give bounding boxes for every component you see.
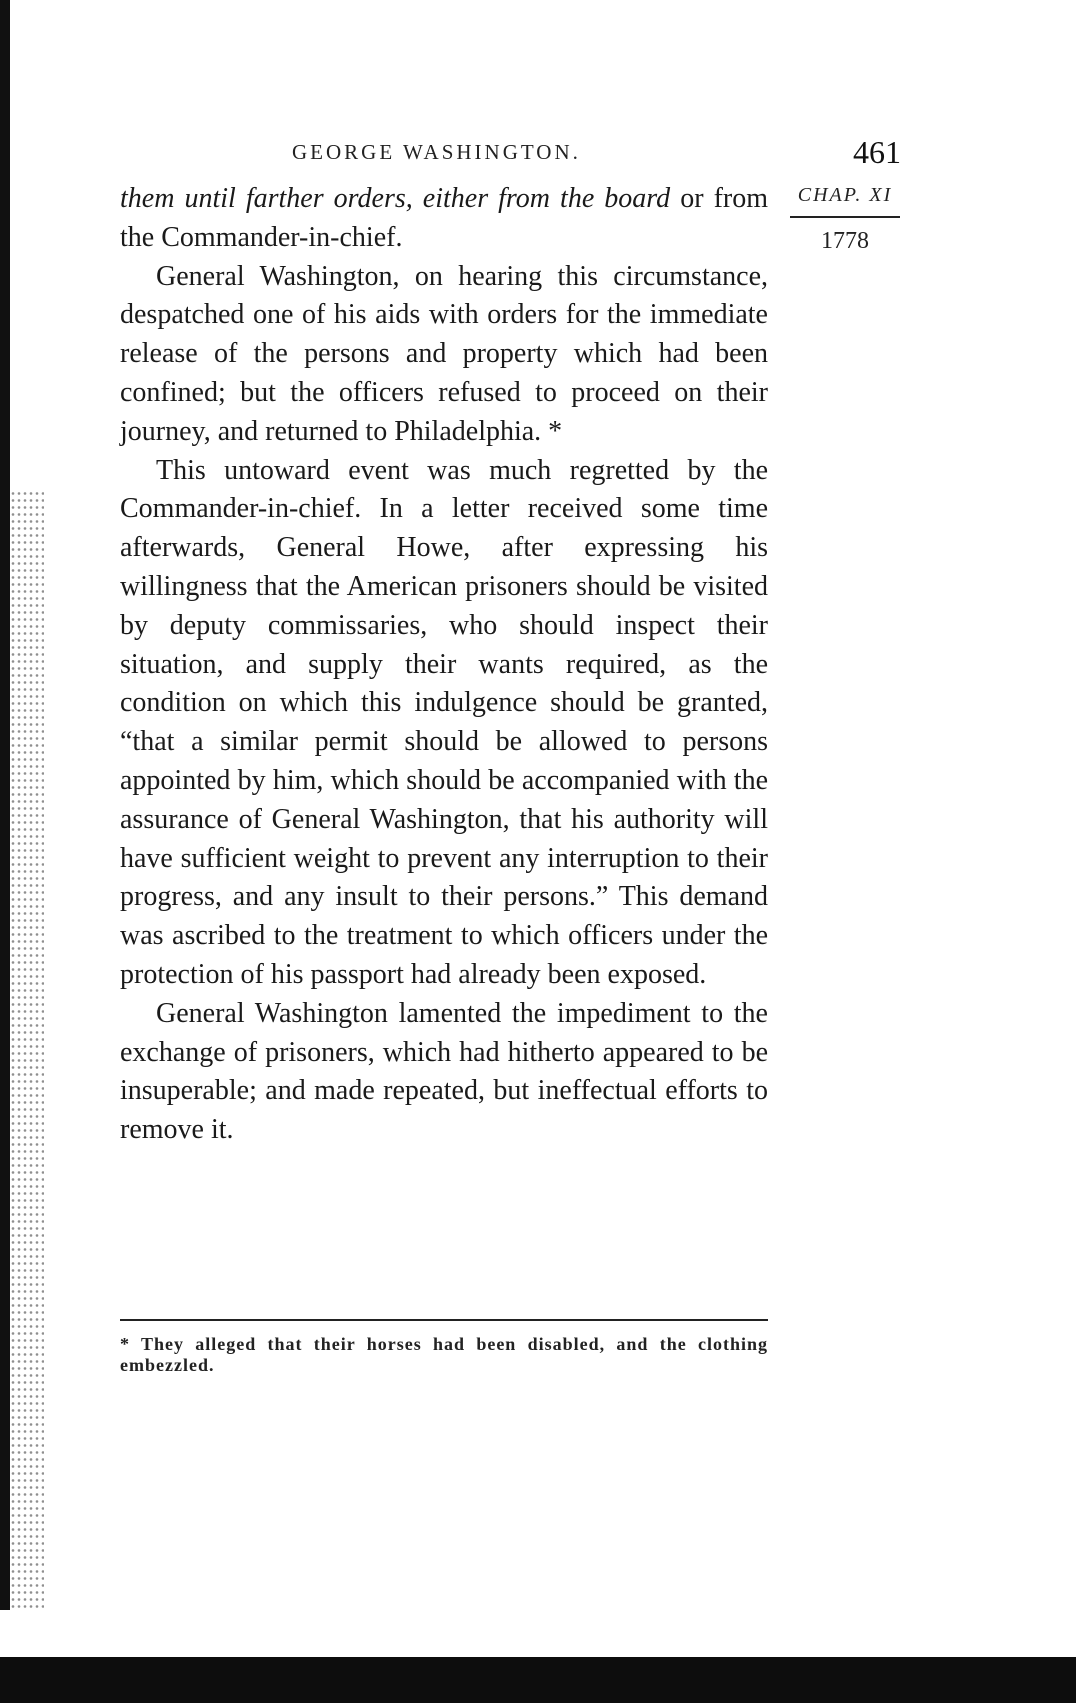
paragraph-2: General Washington, on hearing this circumstance, despatched one of his aids with orders for the immediate release of the persons and property which had been confined; but the officers refused to proceed on their journey, and returned to Philadelphia. * — [120, 260, 768, 447]
paragraph-1-rest: or from the Commander-in-chief. — [120, 183, 768, 253]
footnote-rule — [120, 1319, 768, 1321]
running-head — [120, 134, 901, 180]
chapter-label: CHAP. XI — [797, 184, 893, 206]
margin-note — [790, 182, 900, 255]
paragraph-1-italic: them until farther orders, either from the board — [120, 183, 671, 214]
scan-binding-shadow — [10, 490, 44, 1610]
scan-edge-bottom — [0, 1657, 1076, 1703]
footnote: * They alleged that their horses had been disabled, and the clothing embezzled. — [120, 1334, 768, 1375]
year-label: 1778 — [821, 228, 869, 254]
page-number: 461 — [853, 134, 901, 170]
body-text — [120, 180, 768, 1150]
paragraph-3: This untoward event was much regretted by the Commander-in-chief. In a letter received some time afterwards, General Howe, after expressing his willingness that the American prisoners should be visited by deputy commissaries, who should inspect their situation, and supply their wants required, as the condition on which this indulgence should be granted, “that a similar permit should be allowed to persons appointed by him, which should be accompanied with the assurance of General Washington, that his authority will have sufficient weight to prevent any interruption to their progress, and any insult to their persons.” This demand was ascribed to the treatment to which officers under the protection of his passport had already been exposed. — [120, 454, 768, 990]
paragraph-4: General Washington lamented the impediment to the exchange of prisoners, which had hitherto appeared to be insuperable; and made repeated, but ineffectual efforts to remove it. — [120, 997, 768, 1146]
paragraph-1 — [120, 180, 768, 258]
running-title: GEORGE WASHINGTON. — [292, 140, 581, 164]
margin-rule — [790, 216, 900, 218]
scan-edge-left — [0, 0, 10, 1610]
